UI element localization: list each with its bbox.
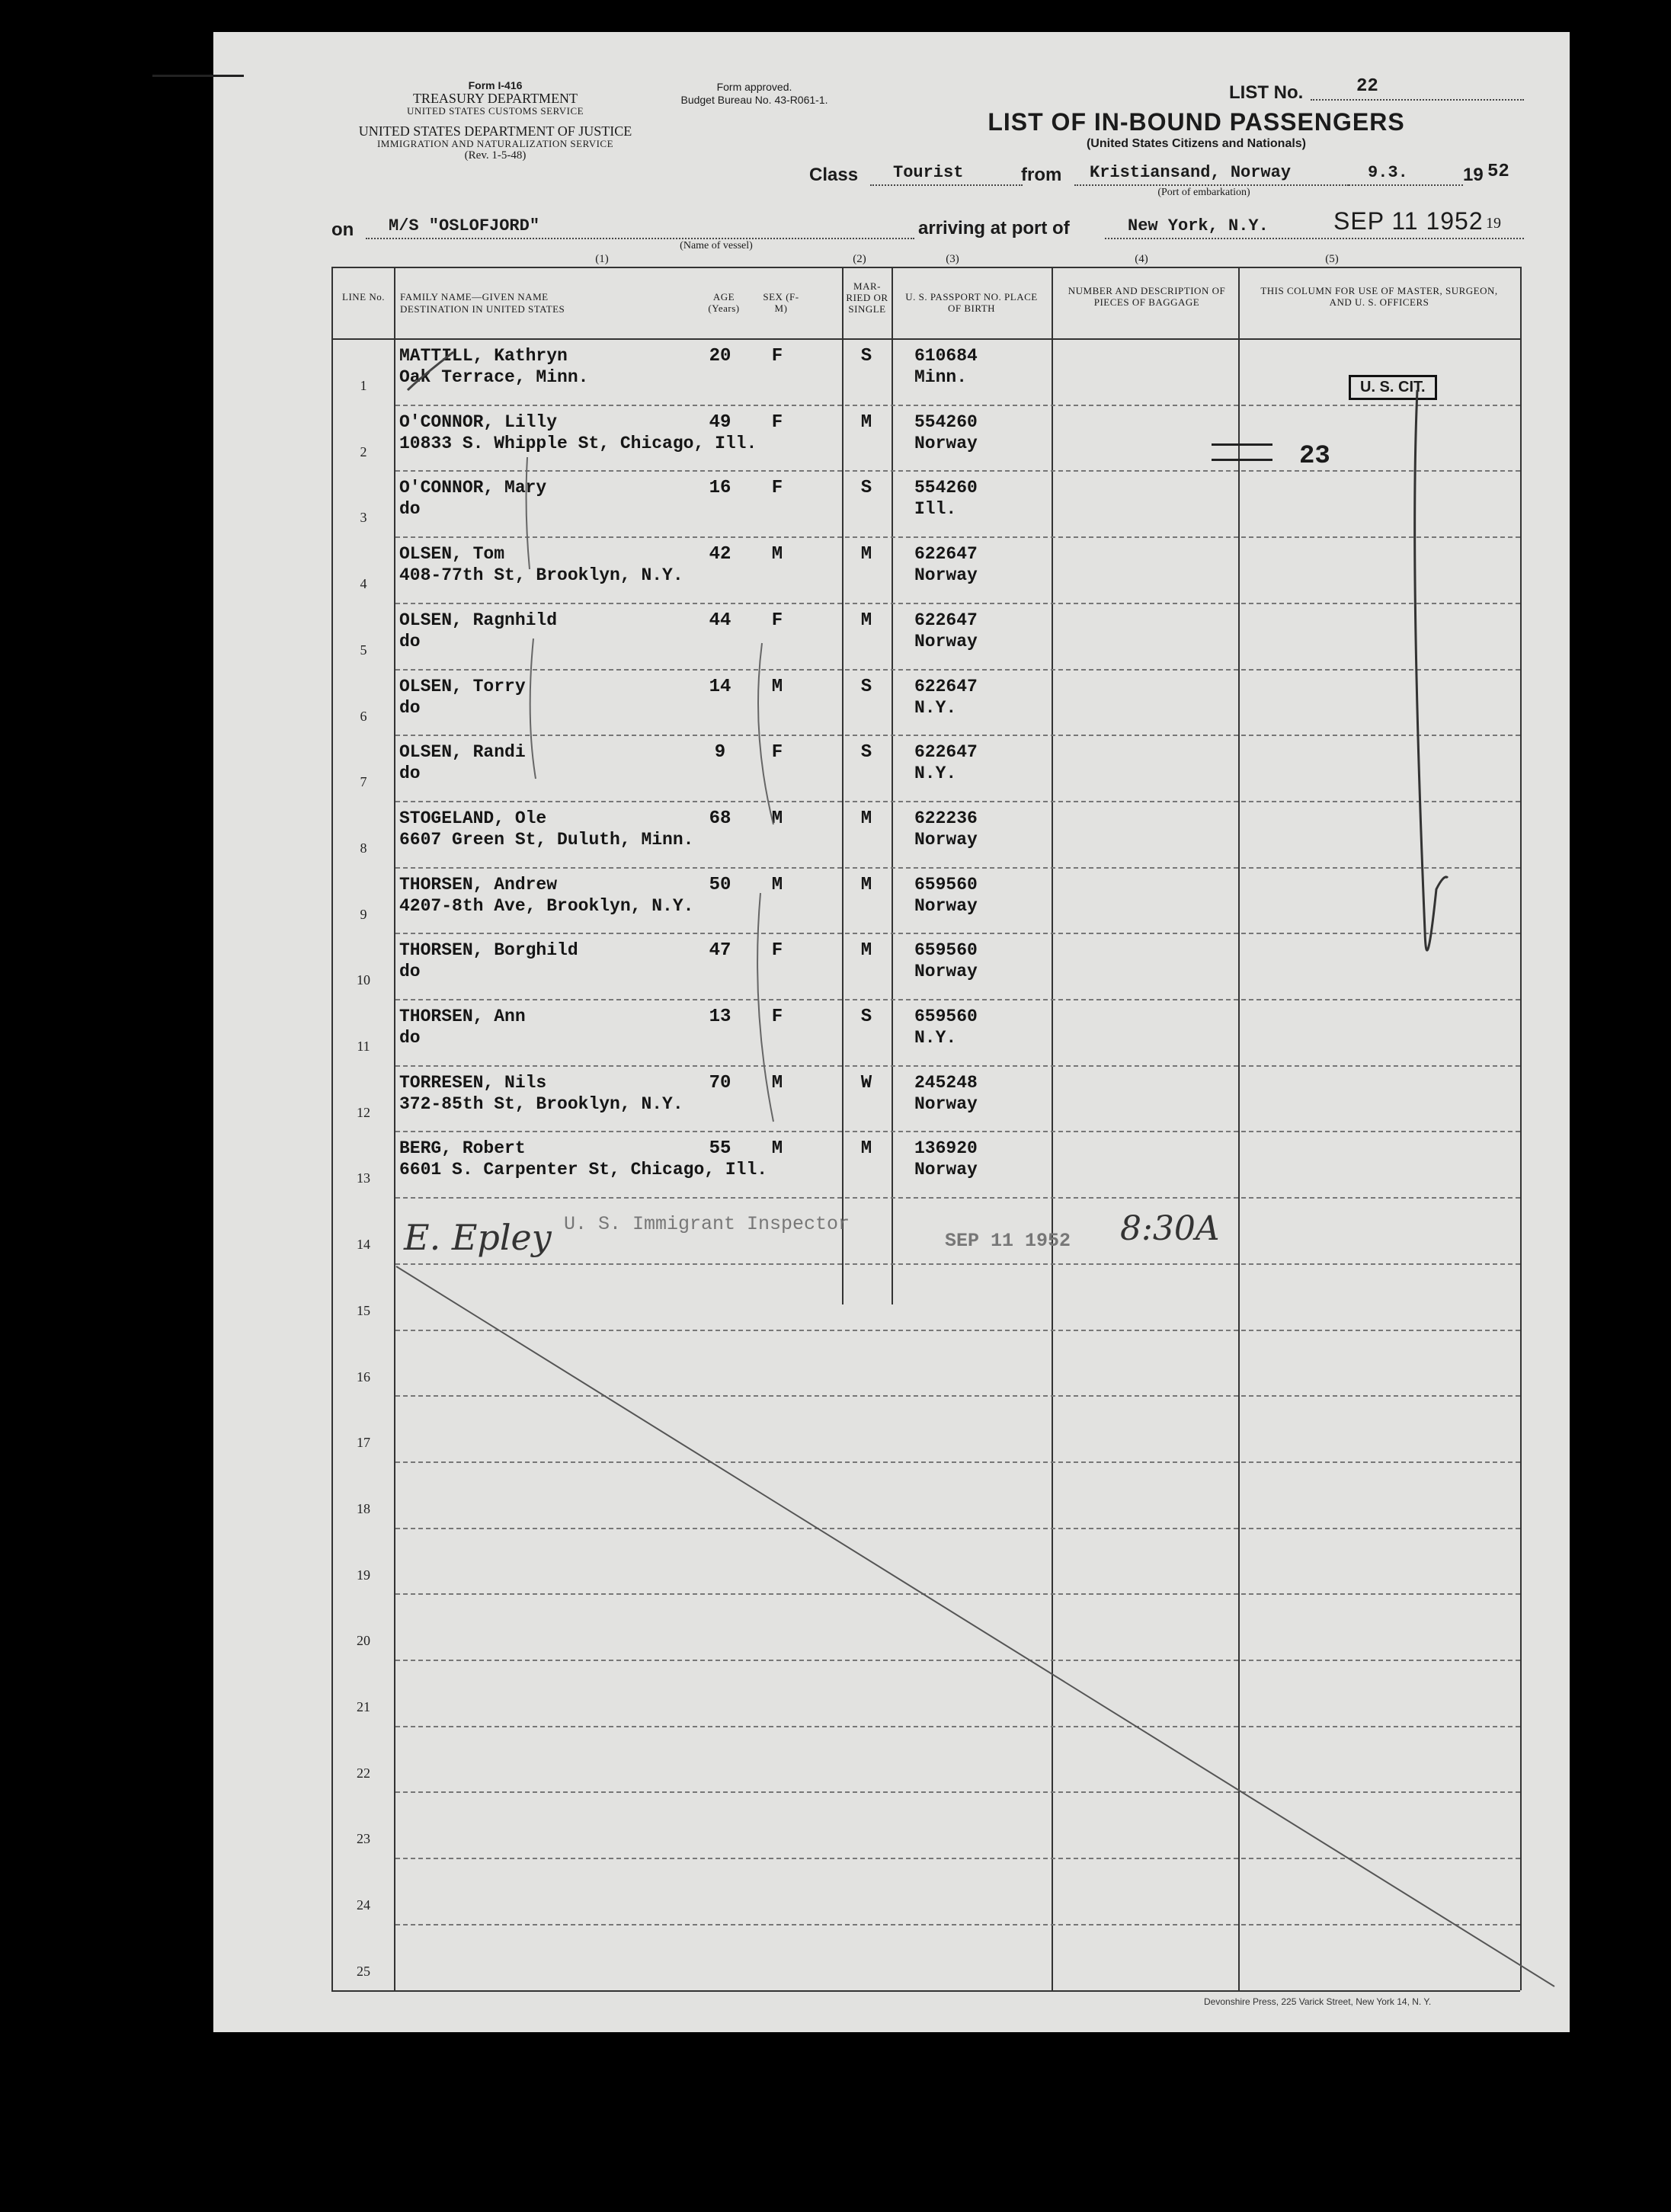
vessel-line [366,216,914,239]
bracket-mark [530,639,536,779]
passenger-marital-status: M [860,411,872,433]
row-rule [395,405,1520,406]
arrival-year-suffix: 19 [1486,215,1501,232]
passenger-name: OLSEN, Tom [399,544,505,565]
passport-number: 136920 [914,1138,978,1159]
place-of-birth: N.Y. [914,763,957,784]
line-number: 10 [357,972,370,988]
col-passport-header: U. S. PASSPORT NO. PLACE OF BIRTH [905,291,1038,314]
place-of-birth: N.Y. [914,697,957,718]
passenger-age: 68 [709,808,731,829]
col-age-header: AGE (Years) [708,291,740,314]
line-number: 5 [360,642,367,658]
line-number: 9 [360,906,367,922]
col-married-header: MAR-RIED OR SINGLE [846,280,888,315]
line-number: 24 [357,1897,370,1913]
list-no-label: LIST No. [1229,82,1304,103]
form-number: Form I-416 [468,79,523,91]
passenger-sex: M [771,1138,783,1160]
passport-number: 245248 [914,1072,978,1093]
row-rule [395,1395,1520,1397]
place-of-birth: Norway [914,895,978,916]
passenger-age: 16 [709,478,731,499]
passport-number: 622647 [914,544,978,565]
count-mark [1212,459,1272,461]
dept-block [373,79,617,117]
passenger-destination: do [399,631,421,651]
row-rule [395,1791,1520,1793]
place-of-birth: N.Y. [914,1028,957,1048]
passport-number: 622647 [914,676,978,696]
line-number: 12 [357,1104,370,1120]
row-rule [395,1528,1520,1529]
passenger-name: THORSEN, Ann [399,1007,526,1026]
inspector-signature: E. Epley [404,1217,552,1258]
col-num-1: (1) [595,253,609,265]
passenger-age: 20 [709,346,731,367]
line-number: 15 [357,1302,370,1318]
passenger-sex: F [771,610,783,631]
line-number: 25 [357,1963,370,1979]
line-number: 1 [360,378,367,393]
class-line [870,163,1023,186]
row-rule [395,801,1520,802]
line-number: 20 [357,1633,370,1649]
passport-number: 659560 [914,940,978,961]
line-number: 14 [357,1237,370,1253]
place-of-birth: Norway [914,1093,978,1114]
place-of-birth: Norway [914,631,978,651]
line-number: 19 [357,1567,370,1583]
from-line [1074,163,1349,186]
rev-date: (Rev. 1-5-48) [464,149,527,162]
port-value: New York, N.Y. [1128,216,1269,235]
place-of-birth: Ill. [914,499,957,520]
customs-service: UNITED STATES CUSTOMS SERVICE [406,105,584,117]
col-num-4: (4) [1135,253,1148,265]
row-rule [395,735,1520,736]
passenger-name: BERG, Robert [399,1138,526,1159]
passenger-destination: do [399,962,421,982]
passenger-marital-status: M [860,1138,872,1160]
passenger-sex: F [771,346,783,367]
passenger-marital-status: S [860,676,872,697]
passport-number: 659560 [914,874,978,895]
passport-number: 610684 [914,346,978,366]
line-number: 18 [357,1500,370,1516]
line-number: 3 [360,510,367,526]
col-line-header: LINE No. [342,291,385,303]
passenger-marital-status: W [860,1072,872,1093]
passenger-sex: F [771,478,783,499]
passenger-sex: M [771,808,783,829]
passenger-sex: M [771,874,783,895]
row-rule [395,470,1520,472]
arriving-label: arriving at port of [918,218,1070,238]
passenger-marital-status: S [860,346,872,367]
line-number: 13 [357,1170,370,1186]
row-rule [395,1924,1520,1925]
passenger-name: STOGELAND, Ole [399,808,547,828]
line-number: 22 [357,1765,370,1781]
col-sex-header: SEX (F-M) [763,291,799,314]
line-number: 8 [360,840,367,856]
passenger-name: OLSEN, Randi [399,742,526,763]
passenger-age: 9 [714,742,726,763]
passenger-marital-status: M [860,874,872,895]
col-officers-header: THIS COLUMN FOR USE OF MASTER, SURGEON, AND U. S. OFFICERS [1260,285,1498,308]
form-approved: Form approved. [716,81,792,93]
from-label: from [1021,165,1062,185]
passport-number: 622236 [914,808,978,828]
passenger-age: 13 [709,1007,731,1027]
count-mark [1212,443,1272,446]
port-line [1105,207,1524,239]
row-rule [395,933,1520,934]
ins-service: IMMIGRATION AND NATURALIZATION SERVICE [376,138,614,149]
vessel-value: M/S "OSLOFJORD" [389,216,540,235]
form-subtitle: (United States Citizens and Nationals) [1086,137,1307,150]
on-label: on [331,219,354,240]
row-rule [395,603,1520,604]
passenger-age: 55 [709,1138,731,1160]
passenger-age: 50 [709,874,731,895]
col-num-2: (2) [853,253,866,265]
passenger-sex: M [771,1072,783,1093]
passenger-name: THORSEN, Andrew [399,874,558,895]
line-number: 17 [357,1435,370,1451]
passenger-marital-status: S [860,478,872,499]
passenger-count: 23 [1299,442,1330,471]
passport-number: 659560 [914,1007,978,1026]
passenger-marital-status: M [860,940,872,962]
bracket-mark [527,457,530,569]
col-num-5: (5) [1325,253,1339,265]
row-rule [395,1593,1520,1595]
line-number: 11 [357,1039,370,1054]
year-prefix: 19 [1463,165,1484,185]
passenger-destination: 6607 Green St, Duluth, Minn. [399,829,694,850]
passenger-marital-status: M [860,544,872,565]
row-rule [395,1726,1520,1727]
passenger-sex: M [771,676,783,697]
passenger-destination: do [399,763,421,784]
vessel-label: (Name of vessel) [680,240,753,251]
justice-dept: UNITED STATES DEPARTMENT OF JUSTICE [358,123,632,139]
passenger-destination: 4207-8th Ave, Brooklyn, N.Y. [399,895,694,916]
passenger-name: MATTILL, Kathryn [399,346,568,366]
place-of-birth: Norway [914,829,978,850]
row-rule [395,536,1520,538]
passenger-age: 49 [709,411,731,433]
row-rule [395,1858,1520,1859]
passenger-destination: 10833 S. Whipple St, Chicago, Ill. [399,433,757,453]
passenger-marital-status: S [860,742,872,763]
passenger-age: 44 [709,610,731,631]
printer-imprint: Devonshire Press, 225 Varick Street, New York 14, N. Y. [1204,1996,1432,2007]
passenger-marital-status: M [860,808,872,829]
inspector-label: U. S. Immigrant Inspector [564,1213,850,1235]
col-baggage-header: NUMBER AND DESCRIPTION OF PIECES OF BAGGAGE [1068,285,1226,308]
line-number: 6 [360,708,367,724]
passenger-name: TORRESEN, Nils [399,1072,547,1093]
passenger-age: 47 [709,940,731,962]
void-diagonal-line [396,1266,1554,1986]
row-rule [395,669,1520,671]
passenger-age: 42 [709,544,731,565]
place-of-birth: Minn. [914,367,968,387]
date-value: 9.3. [1368,163,1408,182]
passenger-destination: 6601 S. Carpenter St, Chicago, Ill. [399,1160,768,1180]
line-number: 16 [357,1368,370,1385]
passenger-marital-status: S [860,1007,872,1027]
passport-number: 622647 [914,610,978,630]
date-line [1349,163,1463,186]
row-rule [395,1065,1520,1067]
place-of-birth: Norway [914,962,978,982]
list-no-line [1311,78,1524,101]
row-rule [395,867,1520,869]
inspection-date: SEP 11 1952 [945,1230,1071,1252]
row-rule [395,1131,1520,1132]
passenger-name: O'CONNOR, Mary [399,478,547,498]
passport-number: 554260 [914,478,978,498]
line-number: 7 [360,774,367,790]
passenger-name: O'CONNOR, Lilly [399,411,558,432]
class-value: Tourist [893,163,964,182]
passport-number: 622647 [914,742,978,763]
passenger-destination: 408-77th St, Brooklyn, N.Y. [399,565,683,586]
passenger-name: THORSEN, Borghild [399,940,578,961]
line-number: 2 [360,443,367,459]
port-embark-label: (Port of embarkation) [1157,187,1250,198]
passenger-age: 14 [709,676,731,697]
passenger-sex: F [771,411,783,433]
line-number: 23 [357,1831,370,1847]
passenger-marital-status: M [860,610,872,631]
ink-mark [152,75,244,77]
passenger-name: OLSEN, Torry [399,676,526,696]
form-title: LIST OF IN-BOUND PASSENGERS [988,108,1405,136]
budget-bureau: Budget Bureau No. 43-R061-1. [680,94,828,106]
row-rule [395,1660,1520,1661]
row-rule [395,1330,1520,1331]
year-value: 52 [1487,162,1509,182]
place-of-birth: Norway [914,433,978,453]
class-label: Class [809,165,859,185]
passenger-sex: F [771,742,783,763]
row-rule [395,1197,1520,1199]
line-number: 4 [360,576,367,592]
passenger-name: OLSEN, Ragnhild [399,610,558,630]
list-no-value: 22 [1356,76,1378,97]
bracket-mark [758,643,773,824]
passenger-destination: do [399,499,421,520]
justice-block [320,125,671,162]
passport-number: 554260 [914,411,978,432]
row-rule [395,999,1520,1000]
passenger-destination: 372-85th St, Brooklyn, N.Y. [399,1093,683,1114]
treasury-dept: TREASURY DEPARTMENT [412,91,578,106]
inspection-time: 8:30A [1120,1209,1220,1248]
from-value: Kristiansand, Norway [1090,163,1292,182]
col-name-header: FAMILY NAME—GIVEN NAME [400,291,549,303]
passenger-sex: F [771,940,783,962]
col-dest-header: DESTINATION IN UNITED STATES [400,303,565,315]
arrival-date-stamp: SEP 11 1952 [1333,207,1484,235]
form-page [213,32,1570,2032]
row-rule [395,1461,1520,1463]
passenger-sex: F [771,1007,783,1027]
passenger-destination: do [399,1028,421,1048]
passenger-destination: do [399,697,421,718]
passenger-age: 70 [709,1072,731,1093]
place-of-birth: Norway [914,1160,978,1180]
row-rule [395,1263,1520,1265]
passenger-destination: Oak Terrace, Minn. [399,367,589,387]
line-number: 21 [357,1699,370,1714]
col-num-3: (3) [946,253,959,265]
passenger-sex: M [771,544,783,565]
place-of-birth: Norway [914,565,978,586]
us-cit-stamp: U. S. CIT. [1349,375,1437,400]
